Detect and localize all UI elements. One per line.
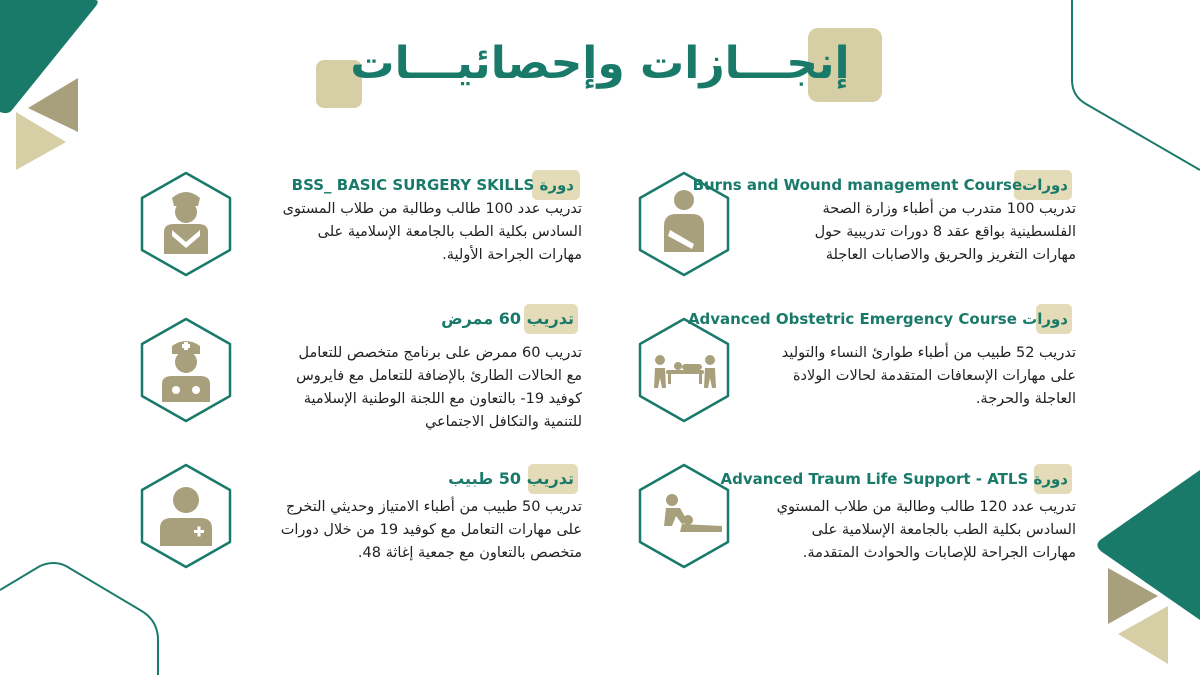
card-obstetric (636, 304, 1076, 424)
card-text-line: مع الحالات الطارئ بالإضافة للتعامل مع فايروس (296, 368, 582, 384)
card-doctors (138, 460, 582, 580)
page-title: إنجـــازات وإحصائيـــات (350, 38, 850, 89)
card-text-line: تدريب 60 ممرض على برنامج متخصص للتعامل (298, 345, 582, 361)
card-text-line: للتنمية والتكافل الاجتماعي (424, 414, 582, 430)
card-atls (636, 460, 1076, 580)
card-nurses (138, 304, 582, 444)
card-heading-prefix: دورات (1022, 176, 1068, 194)
title-area (300, 20, 900, 120)
hex-frame (636, 316, 732, 424)
card-text-line: تدريب 52 طبيب من أطباء طوارئ النساء والتوليد (781, 345, 1076, 361)
card-heading-prefix: دورات (1022, 310, 1068, 328)
card-text-line: تدريب 50 طبيب من أطباء الامتياز وحديثي التخرج (285, 499, 582, 515)
hex-frame (138, 462, 234, 570)
card-heading: تدريب 50 طبيب (448, 469, 574, 488)
card-text-line: كوفيد 19- بالتعاون مع اللجنة الوطنية الإسلامية (303, 391, 582, 407)
card-text-line: مهارات الجراحة الأولية. (442, 247, 582, 263)
hex-frame (636, 462, 732, 570)
card-heading: تدريب 60 ممرض (441, 309, 574, 328)
card-heading: Burns and Wound management Course (692, 176, 1023, 194)
card-text-line: السادس بكلية الطب بالجامعة الإسلامية على (317, 224, 582, 240)
card-heading: Advanced Obstetric Emergency Course (687, 310, 1017, 328)
hex-frame (138, 316, 234, 424)
card-text-line: تدريب 100 متدرب من أطباء وزارة الصحة (822, 201, 1076, 217)
card-heading: BSS_ BASIC SURGERY SKILLS (291, 176, 535, 194)
card-heading: Advanced Traum Life Support - ATLS (720, 470, 1029, 488)
card-text-line: على مهارات الإسعافات المتقدمة لحالات الولادة (792, 368, 1076, 384)
hex-frame (138, 170, 234, 278)
card-text-line: تدريب عدد 100 طالب وطالبة من طلاب المستوى (282, 201, 582, 217)
card-heading-prefix: دورة (1033, 470, 1068, 488)
card-text-line: على مهارات التعامل مع كوفيد 19 من خلال دورات (280, 522, 582, 538)
card-text-line: العاجلة والحرجة. (975, 391, 1076, 407)
card-text-line: مهارات التغريز والحريق والاصابات العاجلة (825, 247, 1076, 263)
card-text-line: تدريب عدد 120 طالب وطالبة من طلاب المستوي (776, 499, 1076, 515)
card-bss (138, 168, 582, 288)
card-text-line: متخصص بالتعاون مع جمعية إغاثة 48. (357, 545, 582, 561)
card-heading-prefix: دورة (539, 176, 574, 194)
card-text-line: الفلسطينية بواقع عقد 8 دورات تدريبية حول (814, 224, 1076, 240)
card-text-line: مهارات الجراحة للإصابات والحوادث المتقدمة. (802, 545, 1076, 561)
card-text-line: السادس بكلية الطب بالجامعة الإسلامية على (811, 522, 1076, 538)
card-burns (636, 168, 1076, 288)
